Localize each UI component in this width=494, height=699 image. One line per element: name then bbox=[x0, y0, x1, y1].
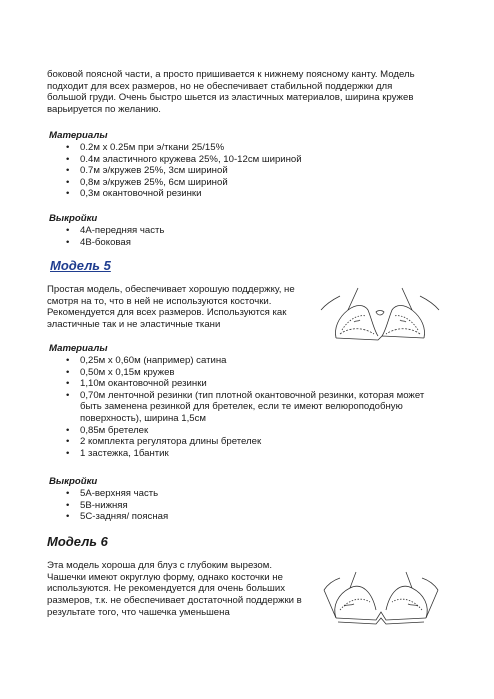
list-item: • 0,3м окантовочной резинки bbox=[66, 188, 202, 200]
patterns-heading: Выкройки bbox=[49, 476, 98, 487]
list-item: • 0,70м ленточной резинки (тип плотной окантовочной резинки, которая может быть заменена резинкой для бретелек, если те имеют велюроподобную поверхность), ширина 1,5см bbox=[66, 389, 425, 424]
list-item: • 0,50м x 0,15м кружев bbox=[66, 366, 175, 378]
list-item: • 0.2м x 0.25м при э/ткани 25/15% bbox=[66, 142, 225, 153]
patterns-list bbox=[66, 225, 164, 248]
list-item: • 0,85м бретелек bbox=[66, 424, 149, 436]
patterns-heading: Выкройки bbox=[49, 213, 98, 224]
model6-description: Эта модель хороша для блуз с глубоким вырезом. Чашечки имеют округлую форму, однако косточки не используются. Не рекомендуется для очень больших размеров, т.к. не обеспечивает достаточной поддержки в результате того, что чашечка уменьшена bbox=[47, 560, 302, 618]
list-item: • 2 комплекта регулятора длины бретелек bbox=[66, 436, 262, 448]
list-item: • 1,10м окантовочной резинки bbox=[66, 378, 207, 390]
intro-line: варьируется по желанию. bbox=[47, 104, 161, 116]
list-item: • 0.4м эластичного кружева 25%, 10-12см шириной bbox=[66, 153, 302, 165]
materials-list bbox=[66, 142, 302, 200]
intro-line: подходит для всех размеров, но не обеспечивает стабильной поддержки для bbox=[47, 80, 393, 92]
patterns-list bbox=[66, 488, 168, 523]
list-item: • 4В-боковая bbox=[66, 236, 131, 248]
materials-heading: Материалы bbox=[49, 130, 108, 141]
intro-paragraph bbox=[47, 69, 415, 116]
bra-sketch-model6 bbox=[320, 570, 442, 632]
model5-description: Простая модель, обеспечивает хорошую поддержку, не смотря на то, что в ней не используются косточки. Рекомендуется для всех размеров. Используются как эластичные так и не эластичные ткани bbox=[47, 284, 295, 331]
intro-line: большой груди. Очень быстро шьется из эластичных материалов, ширина кружев bbox=[47, 92, 414, 104]
materials-list bbox=[66, 355, 424, 459]
list-item: • 5В-нижняя bbox=[66, 499, 128, 511]
list-item: • 1 застежка, 1бантик bbox=[66, 447, 169, 459]
list-item: • 0,25м x 0,60м (например) сатина bbox=[66, 355, 227, 366]
list-item: • 5А-верхняя часть bbox=[66, 488, 159, 499]
materials-heading: Материалы bbox=[49, 343, 108, 354]
model6-heading: Модель 6 bbox=[47, 534, 108, 549]
list-item: • 4А-передняя часть bbox=[66, 225, 165, 236]
bra-sketch-model5 bbox=[318, 280, 442, 348]
model5-heading: Модель 5 bbox=[50, 258, 111, 273]
list-item: • 0,8м э/кружев 25%, 6см шириной bbox=[66, 176, 228, 188]
list-item: • 0.7м э/кружев 25%, 3см шириной bbox=[66, 165, 228, 177]
intro-line: боковой поясной части, а просто пришивается к нижнему поясному канту. Модель bbox=[47, 69, 415, 80]
list-item: • 5С-задняя/ поясная bbox=[66, 511, 169, 523]
